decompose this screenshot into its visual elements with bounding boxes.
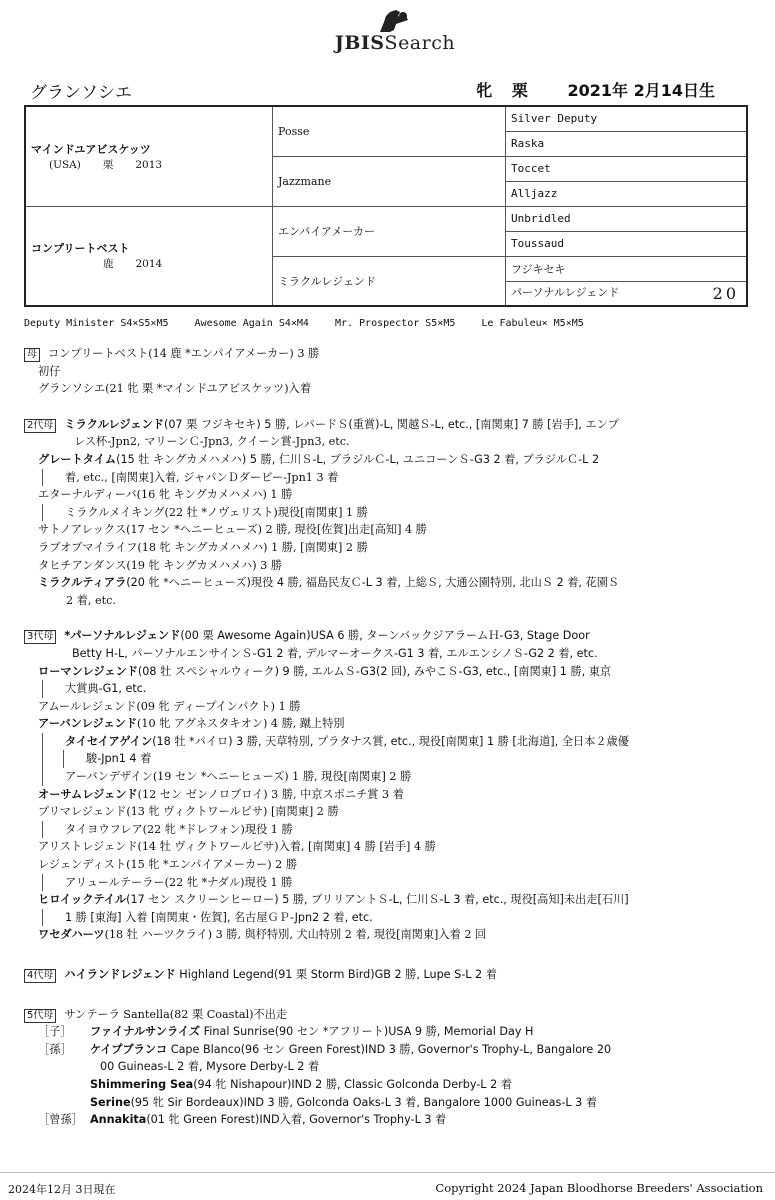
sd-cell xyxy=(273,156,506,206)
ss-cell xyxy=(273,106,506,156)
dam-cell xyxy=(25,206,273,306)
inbreeding-item: Deputy Minister S4×S5×M5 xyxy=(24,318,169,329)
dds-cell[interactable]: フジキセキ xyxy=(506,256,748,281)
ds-cell xyxy=(273,206,506,256)
gen3-section: 3代母 *パーソナルレジェンド(00 栗 Awesome Again)USA 6 勝, ターンバックジアラームＨ-G3, Stage Door Betty H-L, パーソナルエンサインＳ-G1 2 着, デルマーオークス-G1 3 着, エルエンシノＳ-G2 2 着, etc. ローマンレジェンド(08 牡 スペシャルウィーク) 9 勝, エルムＳ-G3(2 回), みやこＳ-G3, etc., [南関東] 1 勝, 東京 大賞典-G1, etc. アムールレジェンド(09 牝 ディープインパクト) 1 勝 アーバンレジェンド(10 牝 アグネスタキオン) 4 勝, 蹴上特別 タイセイアゲイン(18 牡 *パイロ) 3 勝, 天草特別, プラタナス賞, etc., 現役[南関東] 1 勝 [北海道], 全日本２歳優 駿-Jpn1 4 着 アーバンデザイン(19 セン *ヘニーヒューズ) 1 勝, 現役[南関東] 2 勝 オーサムレジェンド(12 セン ゼンノロブロイ) 3 勝, 中京スポニチ賞 3 着 プリマレジェンド(13 牝 ヴィクトワールピサ) [南関東] 2 勝 タイヨウフレア(22 牝 *ドレフォン)現役 1 勝 アリストレジェンド(14 牡 ヴィクトワールピサ)入着, [南関東] 4 勝 [岩手] 4 勝 レジェンディスト(15 牝 *エンパイアメーカー) 2 勝 アリュールテーラー(22 牝 *ナダル)現役 1 勝 ヒロイックテイル(17 セン スクリーンヒーロー) 5 勝, ブリリアントＳ-L, 仁川Ｓ-L 3 着, etc., 現役[高知]未出走[石川] 1 勝 [東海] 入着 [南関東・佐賀], 名古屋ＧＰ-Jpn2 2 着, etc. ワセダハーツ(18 牡 ハーツクライ) 3 勝, 與杼特別, 犬山特別 2 着, 現役[南関東]入着 2 回 xyxy=(24,627,752,944)
horse-sex: 牝 xyxy=(476,81,493,100)
gen5-r2-name[interactable]: ケイプブランコ xyxy=(90,1042,168,1056)
gen3-r3-name[interactable]: アーバンレジェンド xyxy=(38,717,138,731)
gen2-r1-name[interactable]: グレートタイム xyxy=(38,452,117,466)
gen4-label: 4代母 xyxy=(24,969,56,983)
inbreeding-line xyxy=(24,318,604,329)
sds-cell[interactable]: Toccet xyxy=(506,156,748,181)
horse-logo-icon xyxy=(376,8,410,34)
inbreeding-item: Mr. Prospector S5×M5 xyxy=(334,318,456,329)
gen1-note: 初仔 xyxy=(38,364,61,378)
gen1-label: 母 xyxy=(24,348,40,362)
gen3-r8-name[interactable]: ヒロイックテイル xyxy=(38,893,127,907)
gen4-main-name[interactable]: ハイランドレジェンド xyxy=(64,968,176,981)
gen3-r4-name[interactable]: オーサムレジェンド xyxy=(38,787,138,801)
ssd-cell[interactable]: Raska xyxy=(506,131,748,156)
gen5-r3-name[interactable]: Shimmering Sea xyxy=(90,1077,194,1091)
footer-copyright: Copyright 2024 Japan Bloodhorse Breeders' Association xyxy=(435,1181,763,1195)
dsd-cell[interactable]: Toussaud xyxy=(506,231,748,256)
gen2-main-name[interactable]: ミラクルレジェンド xyxy=(64,417,164,431)
ds-name[interactable]: エンパイアメーカー xyxy=(278,225,376,238)
family-number: 20 xyxy=(712,283,739,303)
gen3-r9-name[interactable]: ワセダハーツ xyxy=(38,928,105,942)
gen5-label: 5代母 xyxy=(24,1009,56,1023)
logo-text: JBISSearch xyxy=(334,32,456,54)
gen1-offspring: グランソシエ(21 牝 栗 *マインドユアビスケッツ)入着 xyxy=(38,382,311,396)
gen2-r2: エターナルディーバ(16 牝 キングカメハメハ) 1 勝 xyxy=(38,488,293,502)
gen3-main-name[interactable]: *パーソナルレジェンド xyxy=(64,629,181,643)
ddd-name[interactable]: パーソナルレジェンド xyxy=(511,285,620,299)
sire-meta: (USA) 栗 2013 xyxy=(49,158,163,171)
sd-name[interactable]: Jazzmane xyxy=(278,174,332,188)
gen1-section xyxy=(24,345,752,398)
family-content xyxy=(24,345,752,1129)
sdd-cell[interactable]: Alljazz xyxy=(506,181,748,206)
dss-cell[interactable]: Unbridled xyxy=(506,206,748,231)
gen5-section: 5代母 サンテーラ Santella(82 栗 Coastal)不出走 ［子］ ファイナルサンライズ Final Sunrise(90 セン *アフリート)USA 9 勝, Memorial Day H ［孫］ ケイプブランコ Cape Blanco(96 セン Green Forest)IND 3 勝, Governor's Trophy-L, Bangalore 20 00 Guineas-L 2 着, Mysore Derby-L 2 着 Shimmering Sea(94 牝 Nishapour)IND 2 勝, Classic Golconda Derby-L 2 着 Serine(95 牝 Sir Bordeaux)IND 3 勝, Golconda Oaks-L 3 着, Bangalore 1000 Guineas-L 3 着 ［曾孫］ Annakita(01 牝 Green Forest)IND入着, Governor's Trophy-L 3 着 xyxy=(24,1006,752,1129)
gen5-r4-name[interactable]: Serine xyxy=(90,1095,131,1109)
gen2-section: 2代母 ミラクルレジェンド(07 栗 フジキセキ) 5 勝, レパードＳ(重賞)-L, 関越Ｓ-L, etc., [南関東] 7 勝 [岩手], エンプ レス杯-Jpn2, マリーンＣ-Jpn3, クイーン賞-Jpn3, etc. グレートタイム(15 牡 キングカメハメハ) 5 勝, 仁川Ｓ-L, ブラジルＣ-L, ユニコーンＳ-G3 2 着, ブラジルＣ-L 2 着, etc., [南関東]入着, ジャパンＤダービー-Jpn1 3 着 エターナルディーバ(16 牝 キングカメハメハ) 1 勝 ミラクルメイキング(22 牡 *ノヴェリスト)現役[南関東] 1 勝 サトノアレックス(17 セン *ヘニーヒューズ) 2 勝, 現役[佐賀]出走[高知] 4 勝 ラブオブマイライフ(18 牝 キングカメハメハ) 1 勝, [南関東] 2 勝 タヒチアンダンス(19 牝 キングカメハメハ) 3 勝 ミラクルティアラ(20 牝 *ヘニーヒューズ)現役 4 勝, 福島民友Ｃ-L 3 着, 上総Ｓ, 大通公園特別, 北山Ｓ 2 着, 花園Ｓ 2 着, etc. xyxy=(24,416,752,610)
dd-cell xyxy=(273,256,506,306)
sire-name[interactable]: マインドユアビスケッツ xyxy=(31,142,151,156)
gen1-dam: コンプリートベスト(14 鹿 *エンパイアメーカー) 3 勝 xyxy=(48,347,320,360)
gen4-section: 4代母 ハイランドレジェンド Highland Legend(91 栗 Storm Bird)GB 2 勝, Lupe S-L 2 着 xyxy=(24,966,752,984)
inbreeding-item: Awesome Again S4×M4 xyxy=(194,318,309,329)
horse-name: グランソシエ xyxy=(30,83,132,103)
gen3-r3c1-name[interactable]: タイセイアゲイン xyxy=(65,734,153,748)
gen5-r1-name[interactable]: ファイナルサンライズ xyxy=(90,1025,201,1039)
gen3-label: 3代母 xyxy=(24,630,56,644)
gen2-r6-name[interactable]: ミラクルティアラ xyxy=(38,576,127,590)
sire-cell xyxy=(25,106,273,206)
horse-birth: 2021年 2月14日生 xyxy=(567,81,715,100)
gen3-r1-name[interactable]: ローマンレジェンド xyxy=(38,664,138,678)
dam-name[interactable]: コンプリートベスト xyxy=(31,242,130,256)
inbreeding-item: Le Fabuleu× M5×M5 xyxy=(481,318,584,329)
gen5-main: サンテーラ Santella(82 栗 Coastal)不出走 xyxy=(64,1007,288,1021)
jbis-logo[interactable] xyxy=(330,8,460,54)
ddd-cell xyxy=(506,281,748,306)
dam-meta: 鹿 2014 xyxy=(103,258,163,271)
gen5-r5-name[interactable]: Annakita xyxy=(90,1113,147,1127)
ss-name[interactable]: Posse xyxy=(278,124,310,138)
gen2-label: 2代母 xyxy=(24,419,56,433)
horse-title-bar xyxy=(30,78,745,104)
horse-info xyxy=(462,78,715,101)
footer-divider xyxy=(0,1172,775,1173)
footer-date: 2024年12月 3日現在 xyxy=(8,1183,116,1196)
pedigree-table xyxy=(24,105,748,307)
dd-name[interactable]: ミラクルレジェンド xyxy=(278,274,376,288)
horse-color: 栗 xyxy=(511,81,528,100)
sss-cell[interactable]: Silver Deputy xyxy=(506,106,748,131)
